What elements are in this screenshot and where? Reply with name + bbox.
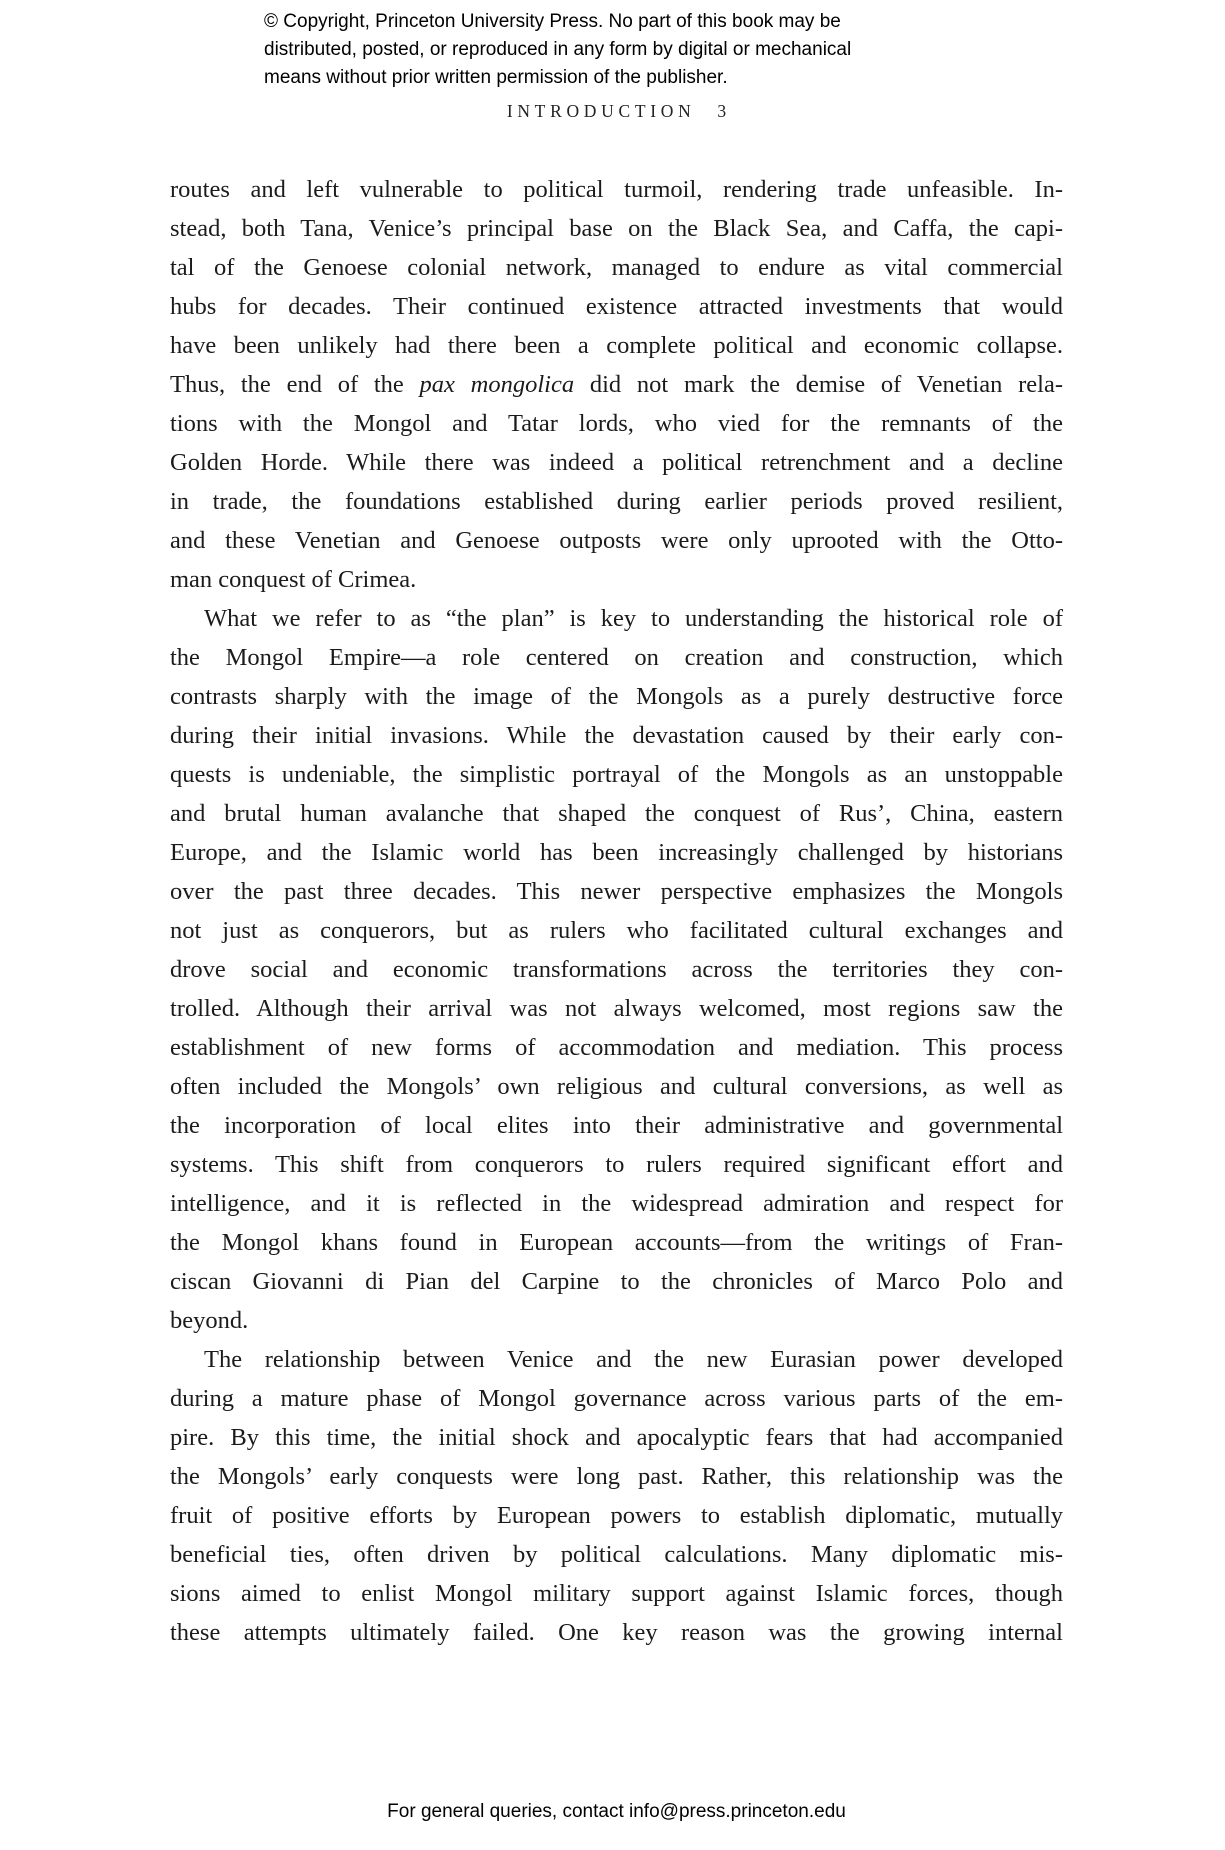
text-line: and these Venetian and Genoese outposts were only uprooted with the Otto- (170, 527, 1063, 554)
text-line: intelligence, and it is reflected in the widespread admiration and respect for (170, 1190, 1063, 1217)
text-line: beyond. (170, 1307, 249, 1334)
copyright-line: means without prior written permission of the publisher. (264, 67, 728, 88)
copyright-notice (264, 8, 851, 92)
text-line: and brutal human avalanche that shaped the conquest of Rus’, China, eastern (170, 800, 1063, 827)
text-line: not just as conquerors, but as rulers who facilitated cultural exchanges and (170, 917, 1063, 944)
footer-contact: For general queries, contact info@press.princeton.edu (387, 1801, 846, 1822)
text-line: Thus, the end of the pax mongolica did not mark the demise of Venetian rela- (170, 371, 1063, 398)
text-line: the incorporation of local elites into their administrative and governmental (170, 1112, 1063, 1139)
text-line: trolled. Although their arrival was not always welcomed, most regions saw the (170, 995, 1063, 1022)
text-line: beneficial ties, often driven by political calculations. Many diplomatic mis- (170, 1541, 1063, 1568)
text-line: sions aimed to enlist Mongol military support against Islamic forces, though (170, 1580, 1063, 1607)
text-line: Golden Horde. While there was indeed a political retrenchment and a decline (170, 449, 1063, 476)
paragraph (170, 599, 1063, 1340)
paragraph (170, 1340, 1063, 1652)
text-line: during a mature phase of Mongol governance across various parts of the em- (170, 1385, 1063, 1412)
text-line: have been unlikely had there been a complete political and economic collapse. (170, 332, 1063, 359)
text-line: over the past three decades. This newer perspective emphasizes the Mongols (170, 878, 1063, 905)
text-line: in trade, the foundations established during earlier periods proved resilient, (170, 488, 1063, 515)
paragraph (170, 170, 1063, 599)
text-line: the Mongol khans found in European accounts—from the writings of Fran- (170, 1229, 1063, 1256)
text-line: stead, both Tana, Venice’s principal base on the Black Sea, and Caffa, the capi- (170, 215, 1063, 242)
text-line: ciscan Giovanni di Pian del Carpine to the chronicles of Marco Polo and (170, 1268, 1063, 1295)
text-line: systems. This shift from conquerors to rulers required significant effort and (170, 1151, 1063, 1178)
text-line: routes and left vulnerable to political turmoil, rendering trade unfeasible. In- (170, 176, 1063, 203)
copyright-line: distributed, posted, or reproduced in any form by digital or mechanical (264, 39, 852, 60)
text-line: man conquest of Crimea. (170, 566, 417, 593)
text-line: hubs for decades. Their continued existence attracted investments that would (170, 293, 1063, 320)
text-line: Europe, and the Islamic world has been increasingly challenged by historians (170, 839, 1063, 866)
text-line: during their initial invasions. While the devastation caused by their early con- (170, 722, 1063, 749)
text-line: The relationship between Venice and the new Eurasian power developed (204, 1346, 1063, 1373)
text-line: tions with the Mongol and Tatar lords, who vied for the remnants of the (170, 410, 1063, 437)
body-text (170, 170, 1063, 1652)
text-line: drove social and economic transformations across the territories they con- (170, 956, 1063, 983)
copyright-line: © Copyright, Princeton University Press. No part of this book may be (264, 11, 841, 32)
page-number: 3 (717, 101, 727, 121)
running-head (170, 101, 1063, 121)
text-line: fruit of positive efforts by European powers to establish diplomatic, mutually (170, 1502, 1063, 1529)
text-line: often included the Mongols’ own religious and cultural conversions, as well as (170, 1073, 1063, 1100)
text-line: establishment of new forms of accommodation and mediation. This process (170, 1034, 1063, 1061)
text-line: contrasts sharply with the image of the Mongols as a purely destructive force (170, 683, 1063, 710)
text-line: tal of the Genoese colonial network, managed to endure as vital commercial (170, 254, 1063, 281)
italic-phrase: pax mongolica (419, 371, 575, 398)
running-head-title: INTRODUCTION (506, 101, 696, 121)
text-line: the Mongols’ early conquests were long past. Rather, this relationship was the (170, 1463, 1063, 1490)
text-line: these attempts ultimately failed. One key reason was the growing internal (170, 1619, 1063, 1646)
text-line: pire. By this time, the initial shock and apocalyptic fears that had accompanied (170, 1424, 1063, 1451)
text-line: What we refer to as “the plan” is key to understanding the historical role of (204, 605, 1063, 632)
text-line: the Mongol Empire—a role centered on creation and construction, which (170, 644, 1063, 671)
text-line: quests is undeniable, the simplistic portrayal of the Mongols as an unstoppable (170, 761, 1063, 788)
